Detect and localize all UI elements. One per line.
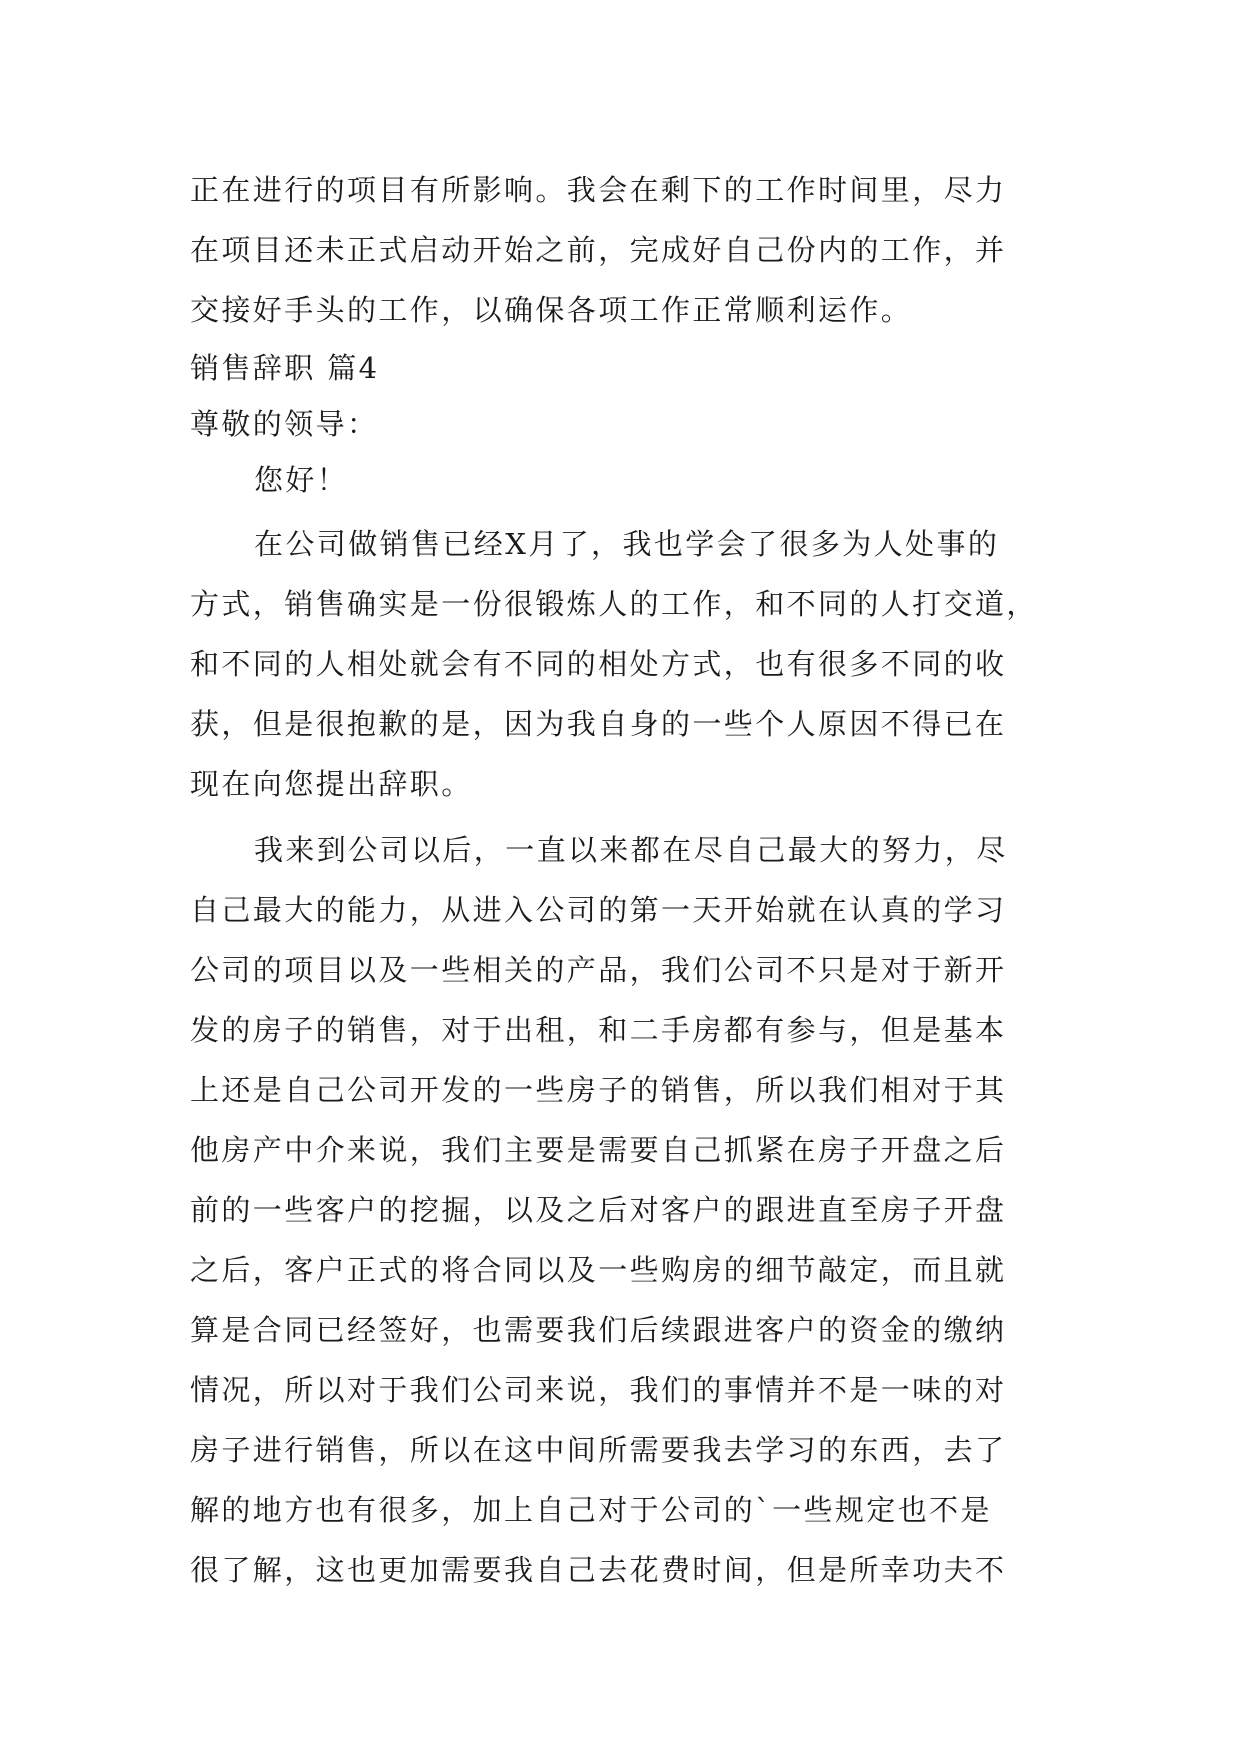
text-line: 发的房子的销售，对于出租，和二手房都有参与，但是基本 bbox=[190, 1013, 1007, 1047]
text-line: 公司的项目以及一些相关的产品，我们公司不只是对于新开 bbox=[190, 953, 1007, 987]
text-line: 上还是自己公司开发的一些房子的销售，所以我们相对于其 bbox=[190, 1073, 1007, 1107]
paragraph-start: 在公司做销售已经X月了，我也学会了很多为人处事的 bbox=[254, 527, 1000, 561]
text-line: 交接好手头的工作，以确保各项工作正常顺利运作。 bbox=[190, 293, 913, 327]
text-line: 现在向您提出辞职。 bbox=[190, 767, 473, 801]
paragraph-start: 我来到公司以后，一直以来都在尽自己最大的努力，尽 bbox=[254, 833, 1008, 867]
greeting: 您好！ bbox=[254, 463, 349, 497]
text-line: 自己最大的能力，从进入公司的第一天开始就在认真的学习 bbox=[190, 893, 1007, 927]
text-line: 解的地方也有很多，加上自己对于公司的`一些规定也不是 bbox=[190, 1493, 992, 1527]
text-line: 在项目还未正式启动开始之前，完成好自己份内的工作，并 bbox=[190, 233, 1007, 267]
text-line: 算是合同已经签好，也需要我们后续跟进客户的资金的缴纳 bbox=[190, 1313, 1007, 1347]
text-line: 之后，客户正式的将合同以及一些购房的细节敲定，而且就 bbox=[190, 1253, 1007, 1287]
text-line: 和不同的人相处就会有不同的相处方式，也有很多不同的收 bbox=[190, 647, 1007, 681]
text-line: 方式，销售确实是一份很锻炼人的工作，和不同的人打交道， bbox=[190, 587, 1038, 621]
text-line: 情况，所以对于我们公司来说，我们的事情并不是一味的对 bbox=[190, 1373, 1007, 1407]
section-heading: 销售辞职 篇4 bbox=[190, 351, 380, 385]
text-line: 房子进行销售，所以在这中间所需要我去学习的东西，去了 bbox=[190, 1433, 1007, 1467]
text-line: 获，但是很抱歉的是，因为我自身的一些个人原因不得已在 bbox=[190, 707, 1007, 741]
text-line: 前的一些客户的挖掘，以及之后对客户的跟进直至房子开盘 bbox=[190, 1193, 1007, 1227]
text-line: 正在进行的项目有所影响。我会在剩下的工作时间里，尽力 bbox=[190, 173, 1007, 207]
text-line: 很了解，这也更加需要我自己去花费时间，但是所幸功夫不 bbox=[190, 1553, 1007, 1587]
salutation: 尊敬的领导： bbox=[190, 407, 379, 441]
text-line: 他房产中介来说，我们主要是需要自己抓紧在房子开盘之后 bbox=[190, 1133, 1007, 1167]
document-body bbox=[190, 160, 1055, 1600]
